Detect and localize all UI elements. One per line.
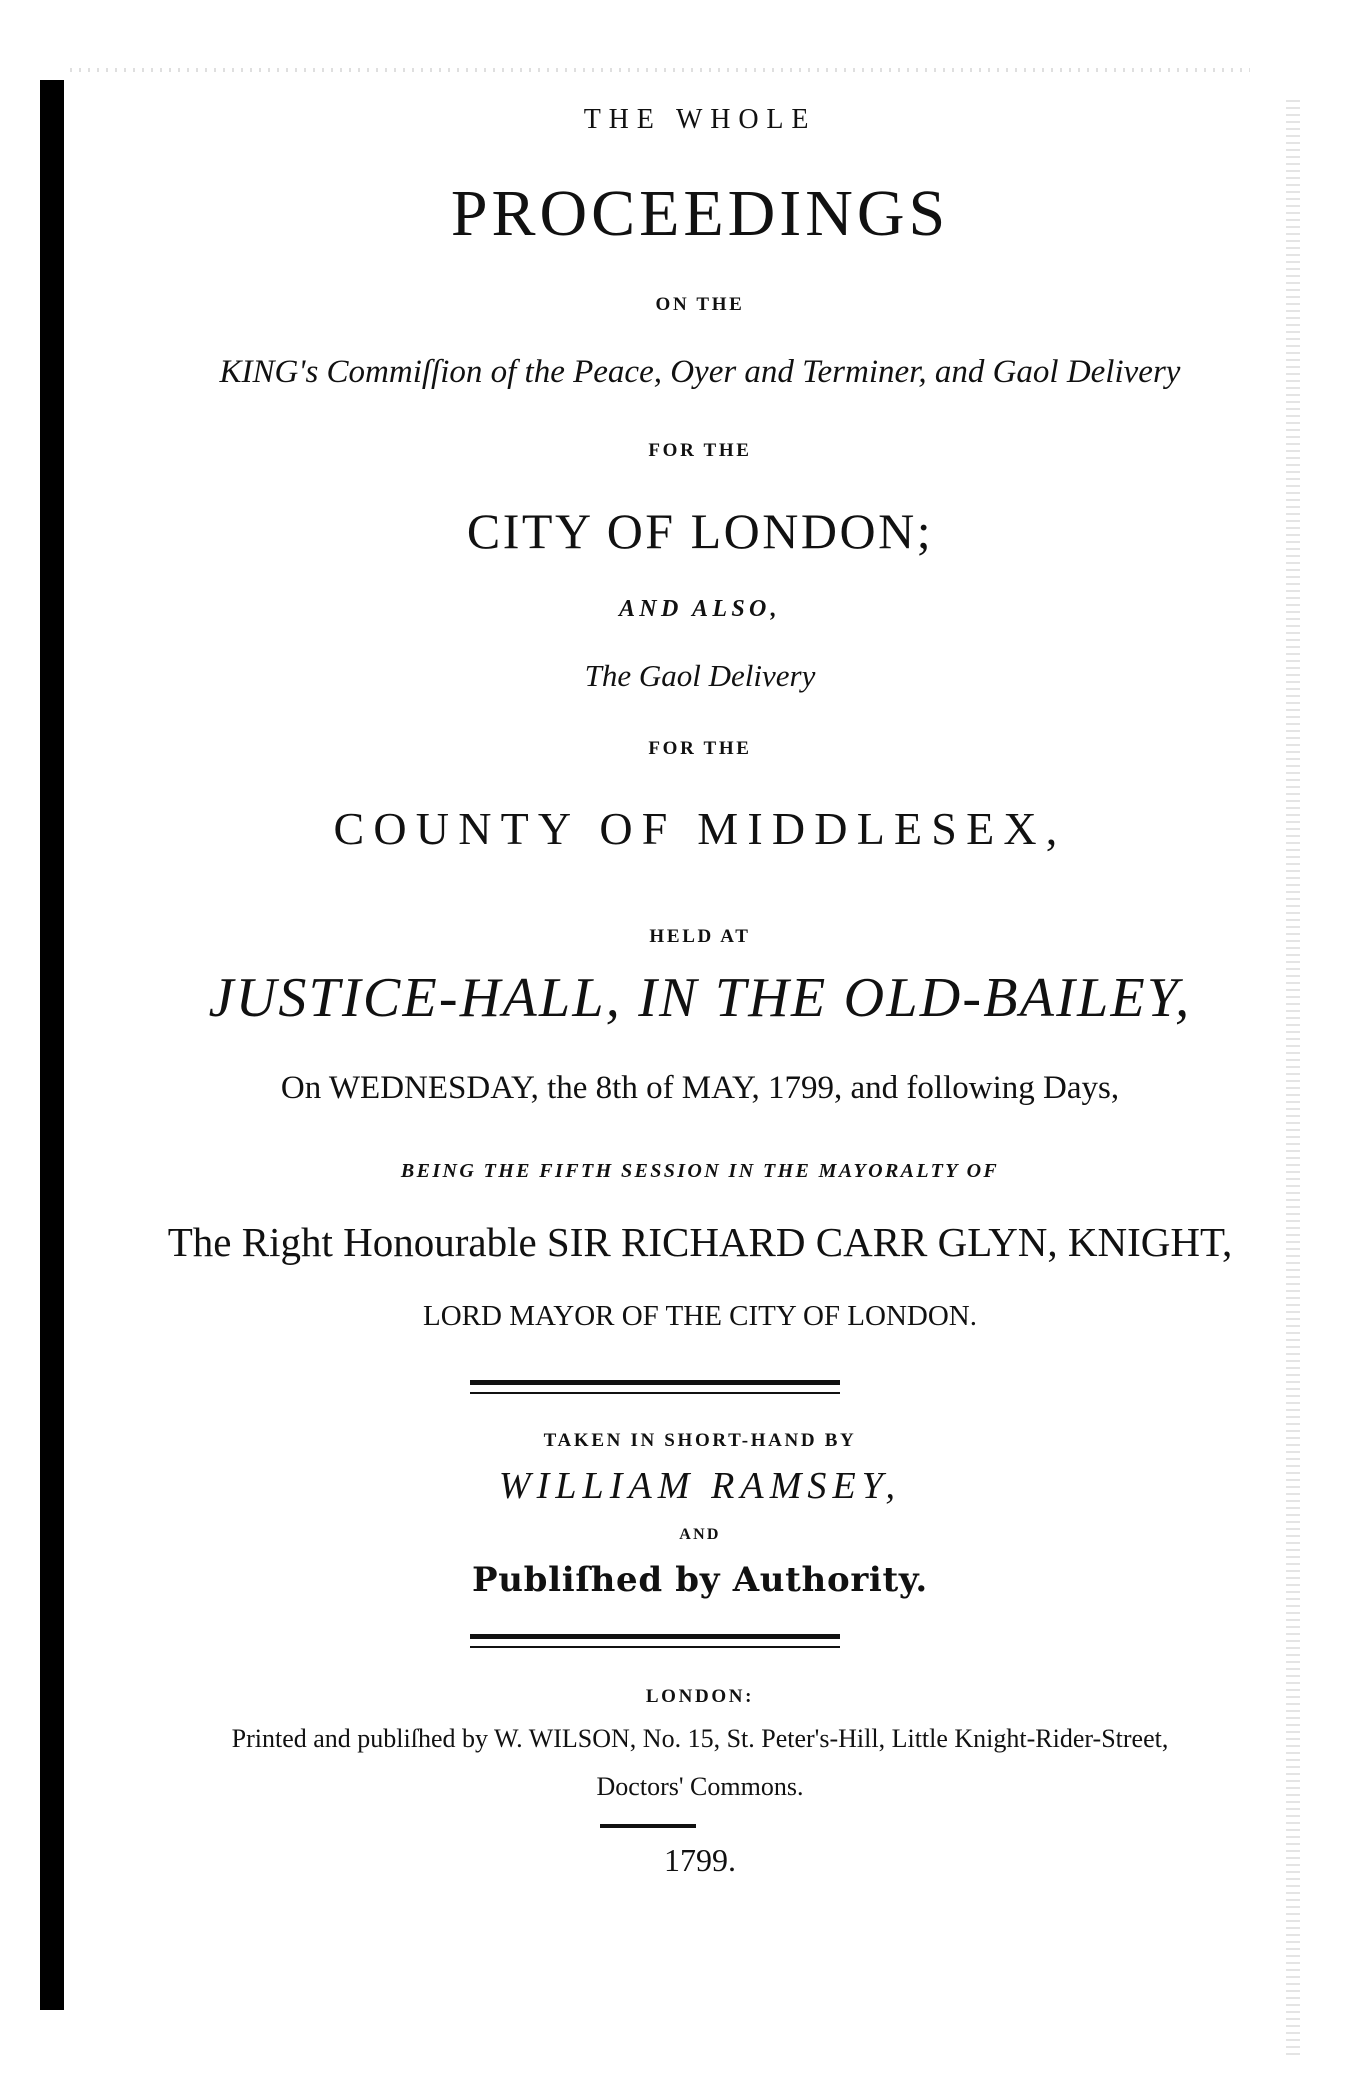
for-the-label-2: FOR THE [648, 738, 752, 759]
double-rule-top-thin [470, 1392, 840, 1394]
county-of-middlesex: COUNTY OF MIDDLESEX, [333, 803, 1067, 854]
justice-hall-line: JUSTICE-HALL, IN THE OLD-BAILEY, [208, 967, 1192, 1029]
and-label: AND [679, 1526, 721, 1543]
doctors-commons: Doctors' Commons. [596, 1772, 804, 1801]
mayoralty-line: BEING THE FIFTH SESSION IN THE MAYORALTY OF [400, 1160, 1000, 1182]
commission-line: KING's Commiſſion of the Peace, Oyer and Terminer, and Gaol Delivery [219, 354, 1181, 390]
year-rule [600, 1824, 696, 1828]
binding-spine [40, 80, 64, 2010]
and-also: AND ALSO, [618, 596, 781, 622]
title-the-whole: THE WHOLE [583, 104, 817, 135]
taken-in-shorthand: TAKEN IN SHORT-HAND BY [543, 1430, 857, 1451]
lord-mayor-title: LORD MAYOR OF THE CITY OF LONDON. [423, 1300, 977, 1332]
gaol-delivery-line: The Gaol Delivery [584, 658, 816, 693]
imprint-year: 1799. [664, 1842, 736, 1878]
session-date-line: On WEDNESDAY, the 8th of MAY, 1799, and following Days, [280, 1070, 1120, 1106]
for-the-label-1: FOR THE [648, 440, 752, 461]
london-imprint-label: LONDON: [645, 1686, 755, 1707]
city-of-london: CITY OF LONDON; [466, 503, 934, 559]
title-proceedings: PROCEEDINGS [450, 177, 950, 250]
on-the-label: ON THE [655, 294, 745, 315]
double-rule-bottom-thick [470, 1634, 840, 1639]
lord-mayor-name: The Right Honourable SIR RICHARD CARR GLYN, KNIGHT, [167, 1219, 1233, 1265]
double-rule-top-thick [470, 1380, 840, 1385]
double-rule-bottom-thin [470, 1646, 840, 1648]
held-at-label: HELD AT [649, 926, 751, 947]
reporter-name: WILLIAM RAMSEY, [498, 1465, 902, 1507]
printer-line: Printed and publiſhed by W. WILSON, No. 15, St. Peter's-Hill, Little Knight-Rider-Street, [231, 1724, 1169, 1753]
scan-edge-noise [70, 68, 1250, 72]
published-by-authority: Publiſhed by Authority. [472, 1560, 928, 1600]
